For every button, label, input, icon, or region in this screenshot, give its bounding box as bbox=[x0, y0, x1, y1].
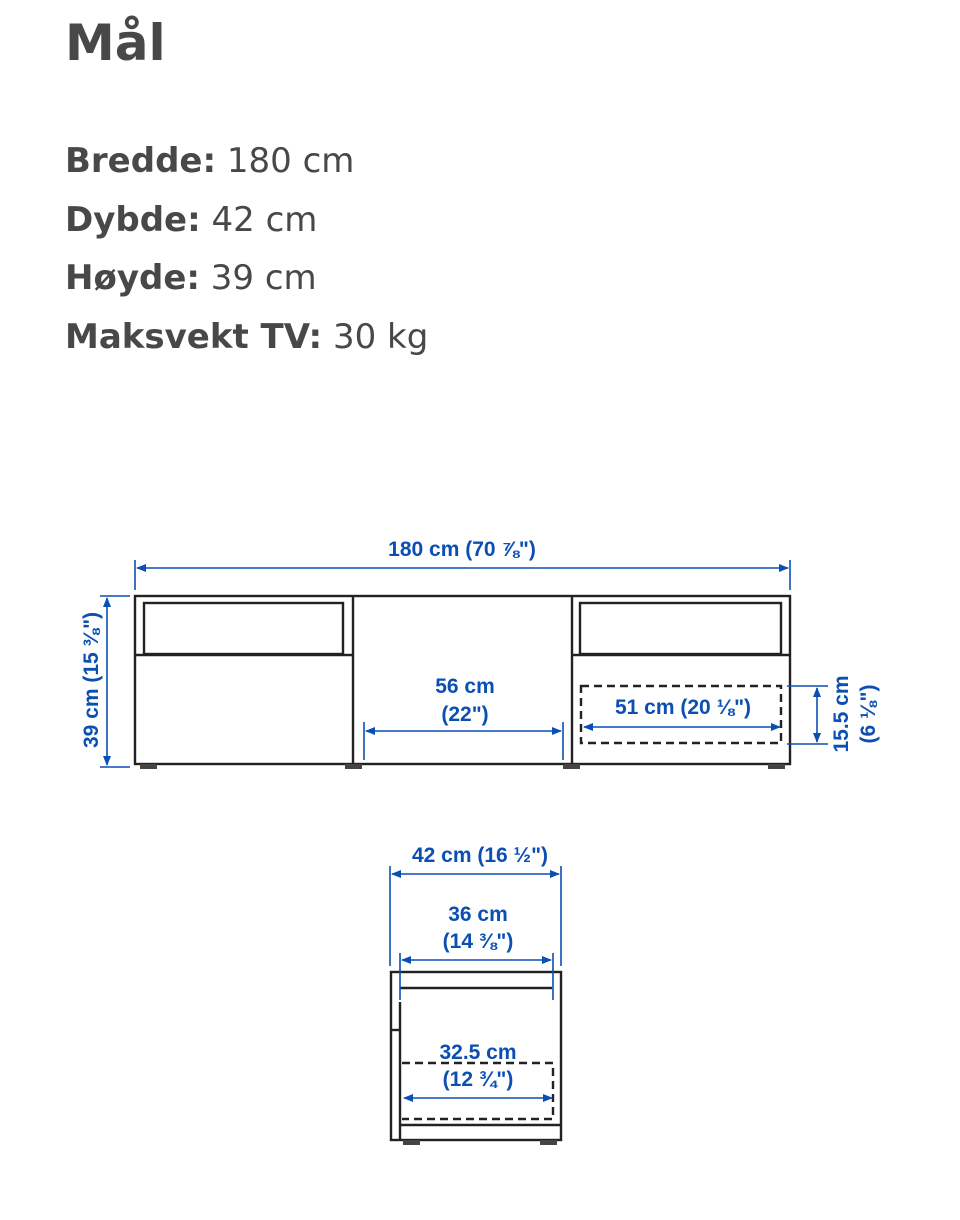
spec-label: Høyde: bbox=[65, 258, 200, 298]
foot bbox=[140, 764, 157, 769]
front-view bbox=[80, 538, 880, 769]
drawer-depth-label: 32.5 cm bbox=[439, 1041, 517, 1064]
drawer-height-label: 15.5 cm bbox=[830, 675, 853, 753]
foot bbox=[403, 1140, 420, 1145]
shelf-opening-right bbox=[580, 603, 781, 654]
drawer-height-label-inch: (6 ⅛") bbox=[857, 684, 880, 744]
spec-value: 42 cm bbox=[211, 199, 318, 240]
spec-value: 180 cm bbox=[226, 141, 355, 181]
width-label: 180 cm (70 ⅞") bbox=[388, 538, 536, 561]
foot bbox=[563, 764, 580, 769]
foot bbox=[345, 764, 362, 769]
page-title: Mål bbox=[65, 14, 166, 72]
foot bbox=[540, 1140, 557, 1145]
spec-label: Dybde: bbox=[65, 199, 201, 240]
spec-value: 39 cm bbox=[210, 258, 317, 298]
side-view bbox=[390, 844, 561, 1145]
drawer-width-label: 51 cm (20 ⅛") bbox=[614, 696, 752, 719]
height-label: 39 cm (15 ⅜") bbox=[80, 611, 103, 749]
opening-width-label-inch: (22") bbox=[441, 703, 489, 726]
inner-depth-label: 36 cm bbox=[448, 903, 508, 926]
spec-value: 30 kg bbox=[332, 316, 429, 357]
inner-depth-label-inch: (14 ⅜") bbox=[442, 930, 514, 953]
spec-label: Bredde: bbox=[65, 141, 217, 181]
depth-label: 42 cm (16 ½") bbox=[411, 844, 549, 867]
opening-width-label: 56 cm bbox=[435, 675, 495, 698]
foot bbox=[768, 764, 785, 769]
shelf-opening-left bbox=[144, 603, 343, 654]
spec-label: Maksvekt TV: bbox=[65, 316, 323, 357]
drawer-depth-label-inch: (12 ¾") bbox=[442, 1068, 514, 1091]
